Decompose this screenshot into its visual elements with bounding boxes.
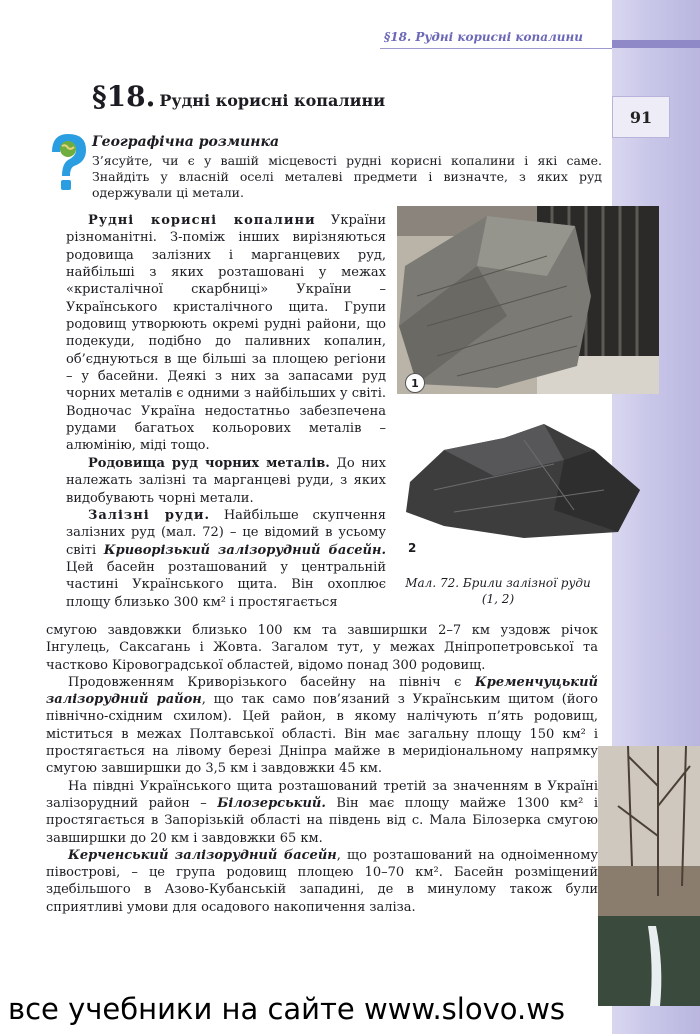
- main-text-full-width: [46, 622, 598, 916]
- footer-watermark-text: все учебники на сайте www.slovo.ws: [8, 992, 566, 1026]
- paragraph: Рудні корисні копалини України різноманітні. З-поміж інших вирізняються родовища залізних і марганцевих руд, найбільші з яких розташовані у межах «кристалічної скарбниці» України – Українського кристалічного щита. Групи родовищ утворюють окремі рудні райони, що подекуди, подібно до паливних копалин, об’єднуються в ще більші за площею регіони – у басейни. Деякі з них за запасами руд чорних металів є одними з найбільших у світі. Водночас Україна недостатньо забезпечена рудами багатьох кольорових металів – алюмінію, міді тощо.: [66, 213, 386, 454]
- main-text-column: [66, 212, 386, 611]
- section-number: §18.: [92, 80, 156, 113]
- paragraph: Продовженням Криворізького басейну на північ є Кременчуцький залізорудний район, що так само пов’язаний з Українським щитом (його північно-східним схилом). Цей район, в якому налічують п’ять родовищ, міститься в межах Полтавської області. Він має загальну площу 150 км² і простягається на лівому березі Дніпра майже в меридіональному напрямку смугою завширшки до 3,5 км і завдовжки 45 км.: [46, 674, 598, 777]
- figure-caption: Мал. 72. Брили залізної руди (1, 2): [405, 576, 591, 606]
- iron-ore-photo-2: [404, 420, 648, 542]
- question-globe-icon: [46, 132, 90, 194]
- header-rule: [380, 48, 612, 49]
- figure-label-2: 2: [408, 541, 417, 555]
- landscape-photo: [598, 746, 700, 1006]
- section-title: [92, 80, 385, 113]
- running-head: §18. Рудні корисні копалини: [384, 30, 583, 44]
- page-number: 91: [612, 96, 670, 138]
- paragraph: Керченський залізорудний басейн, що розташований на одноіменному півострові, – це група родовищ площею 10–70 км². Басейн розміщений здебільшого в Азово-Кубанській западині, де в минулому також були сприятливі умови для осадового накопичення заліза.: [46, 847, 598, 915]
- warmup-text: З’ясуйте, чи є у вашій місцевості рудні корисні копалини і які саме. Знайдіть у власній оселі металеві предмети і визначте, з яких руд одержували ці метали.: [92, 153, 602, 200]
- paragraph: Родовища руд чорних металів. До них належать залізні та марганцеві руди, з яких видобувають чорні метали.: [66, 455, 386, 506]
- paragraph: На півдні Українського щита розташований третій за значенням в Україні залізорудний район – Білозерський. Він має площу майже 1300 км² і простягається в Запорізькій області на південь від с. Мала Білозерка смугою завширшки до 20 км і завдовжки 65 км.: [46, 778, 598, 846]
- warmup-title: Географічна розминка: [92, 134, 280, 150]
- side-accent-bar: [612, 40, 700, 48]
- paragraph: Залізні руди. Найбільше скупчення залізних руд (мал. 72) – це відомий в усьому світі Криворізький залізорудний басейн. Цей басейн розташований у центральній частині Українського щита. Він охоплює площу близько 300 км² і простягається: [66, 507, 386, 610]
- figure-label-1: 1: [405, 373, 425, 393]
- section-title-text: Рудні корисні копалини: [159, 91, 386, 110]
- iron-ore-photo-1: [397, 206, 659, 394]
- paragraph: смугою завдовжки близько 100 км та завширшки 2–7 км уздовж річок Інгулець, Саксагань і Жовта. Загалом тут, у межах Дніпропетровської та частково Кіровоградської областей, відомо понад 300 родовищ.: [46, 623, 598, 673]
